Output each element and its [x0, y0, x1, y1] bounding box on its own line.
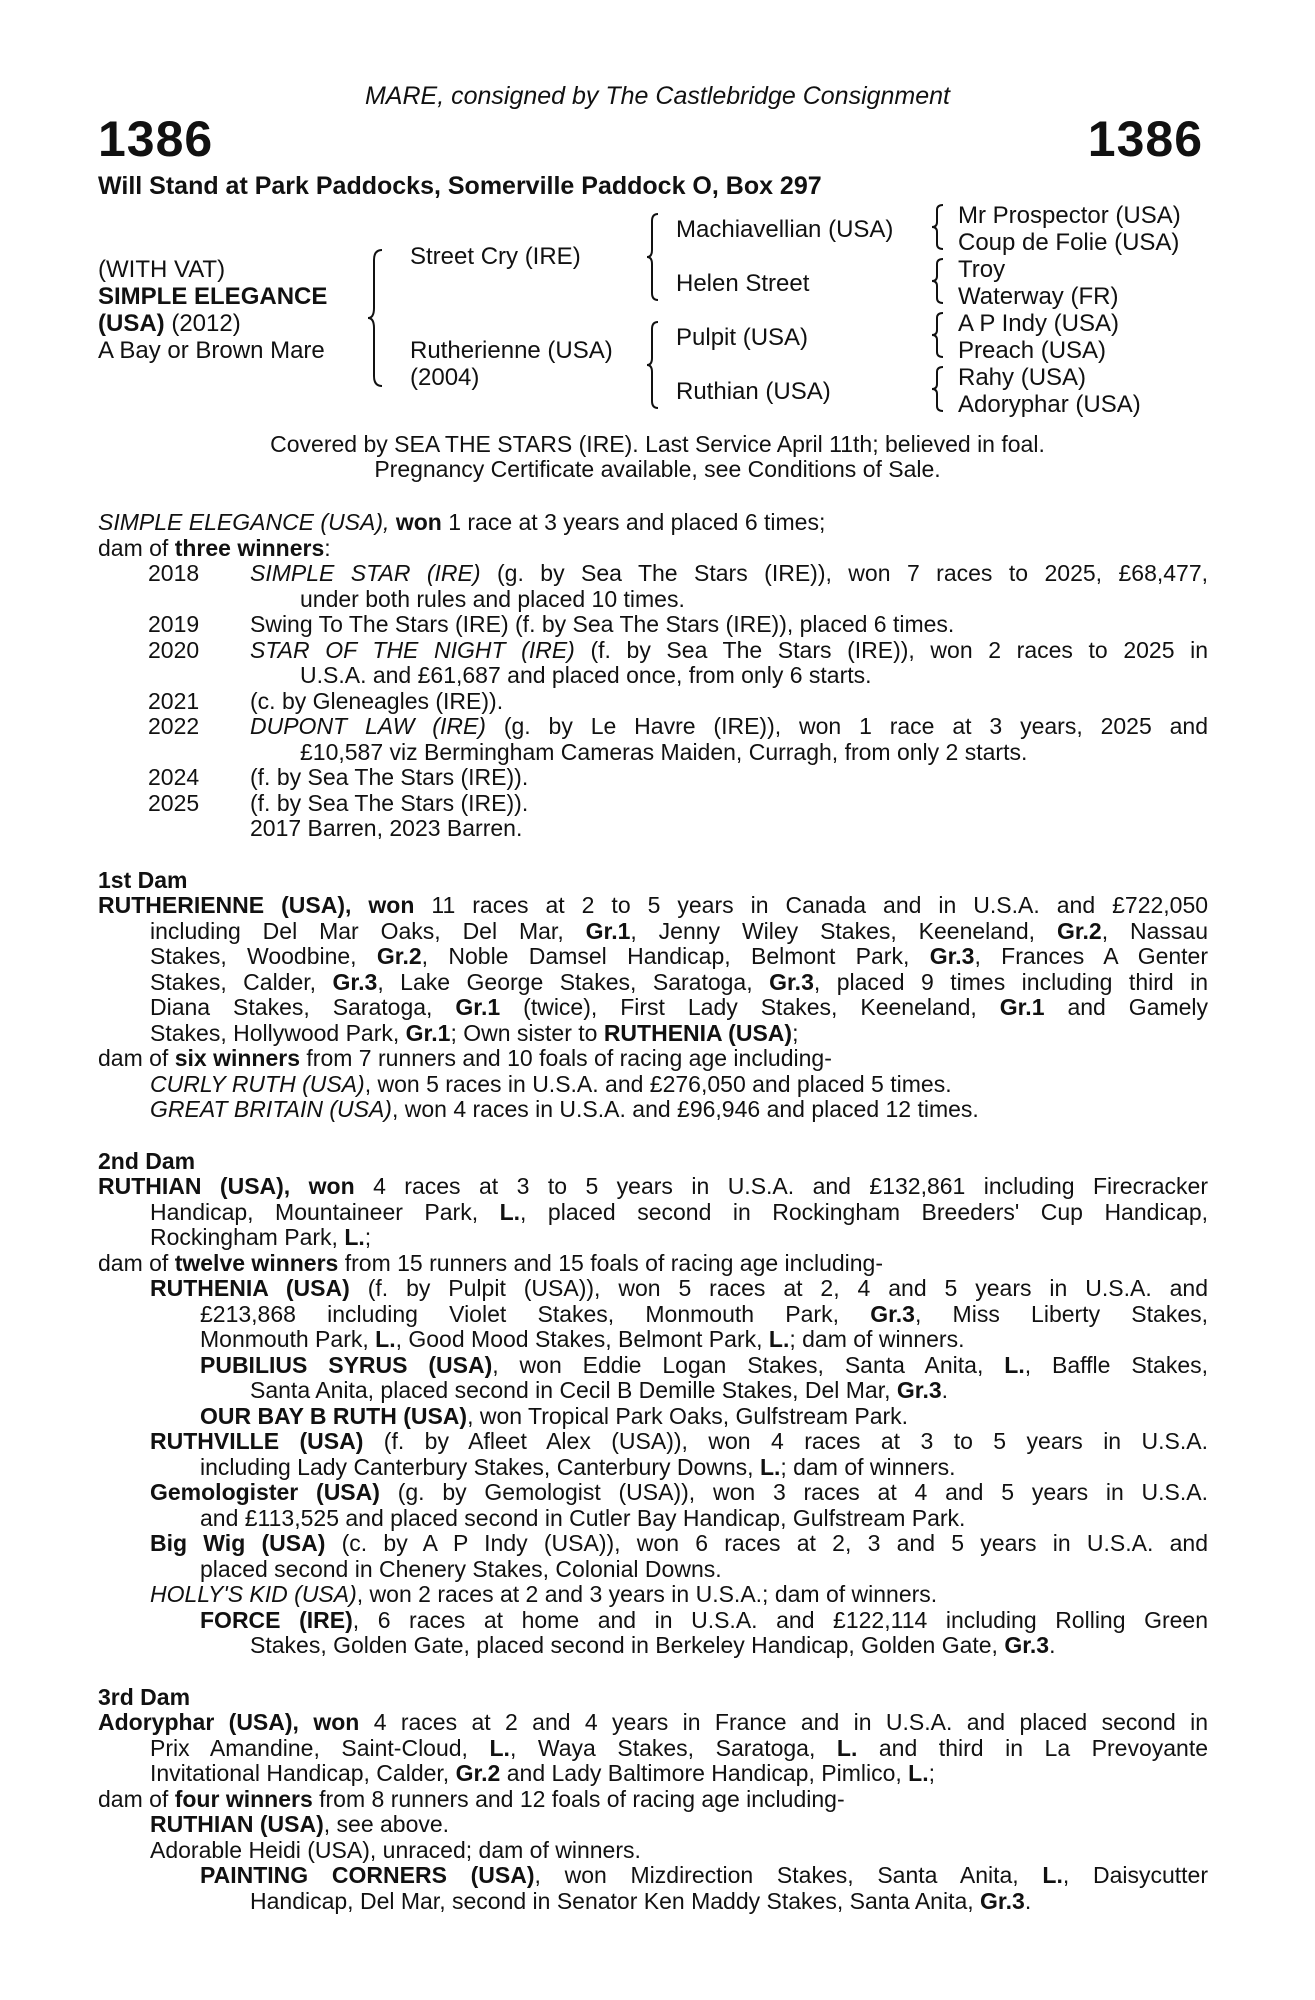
dam2-ruthenia-l2 [98, 1302, 1208, 1328]
dam-of-text: dam of [98, 534, 169, 561]
grade-1: Gr.1 [405, 1019, 451, 1046]
text-segment: . [1049, 1632, 1056, 1658]
grade-3: Gr.3 [332, 968, 378, 995]
produce-row-2022 [98, 714, 1208, 740]
dam1-line1 [98, 893, 1208, 919]
dam2-ruthenia-l3 [98, 1327, 1208, 1353]
pedigree-sds: Troy [958, 256, 1006, 283]
horse-name: SIMPLE ELEGANCE [98, 283, 328, 310]
pedigree-dds: Rahy (USA) [958, 364, 1087, 391]
text-segment: , Noble Damsel Handicap, Belmont Park, [421, 943, 910, 969]
text-segment: including Del Mar Oaks, Del Mar, [150, 917, 564, 944]
grade-3: Gr.3 [769, 968, 814, 995]
produce-row-2018-cont [98, 587, 1208, 613]
text-segment: Prix Amandine, Saint-Cloud, [150, 1734, 468, 1761]
pedigree-brace-dd [930, 365, 946, 413]
pedigree-dam-year: (2004) [410, 364, 480, 391]
winners-count: twelve winners [174, 1249, 339, 1276]
dam1-name: RUTHERIENNE (USA), [98, 892, 352, 918]
produce-text: £10,587 viz Bermingham Cameras Maiden, Curragh, from only 2 starts. [300, 738, 1028, 765]
text-segment: . [941, 1377, 949, 1403]
dam2-gemologister [98, 1480, 1208, 1506]
dam2-ourbay [98, 1404, 1208, 1430]
text-segment: Monmouth Park, [200, 1326, 369, 1352]
dam2-pubilius [98, 1353, 1208, 1379]
won-word: won [313, 1709, 360, 1735]
won-word: won [368, 892, 415, 918]
horse-description: A Bay or Brown Mare [98, 337, 325, 364]
produce-text: Swing To The Stars (IRE) (f. by Sea The Stars (IRE)), placed 6 times. [250, 611, 955, 637]
produce-text: U.S.A. and £61,687 and placed once, from only 6 starts. [300, 662, 872, 688]
listed-mark: L. [908, 1760, 929, 1786]
covered-line2: Pregnancy Certificate available, see Conditions of Sale. [374, 456, 941, 482]
child-name: RUTHENIA (USA) [150, 1275, 350, 1301]
grade-3: Gr.3 [980, 1887, 1025, 1914]
horse-name-line2 [98, 310, 241, 337]
text-segment: , Lake George Stakes, Saratoga, [377, 968, 753, 995]
pedigree-dam-sire: Pulpit (USA) [676, 324, 809, 351]
text-segment: and Gamely [1067, 994, 1209, 1020]
dam2-ruthville-l2 [98, 1455, 1208, 1481]
produce-row-2025 [98, 791, 1208, 817]
text-segment: , Nassau [1101, 917, 1209, 944]
dam2-name: RUTHIAN (USA), [98, 1173, 291, 1199]
won-word: won [395, 509, 442, 535]
child-name: Gemologister (USA) [150, 1479, 380, 1505]
dam2-dam-of [98, 1251, 1208, 1277]
dam2-pubilius-l2 [98, 1378, 1208, 1404]
produce-barren [98, 816, 1208, 842]
text-segment: , placed 9 times including third in [813, 968, 1209, 995]
pedigree-sire-sire: Machiavellian (USA) [676, 216, 894, 243]
winners-count: three winners [174, 534, 325, 561]
grandchild-name: PAINTING CORNERS (USA) [200, 1862, 535, 1888]
produce-row-2024 [98, 765, 1208, 791]
dam1-heading: 1st Dam [98, 866, 188, 893]
dam1-child2 [98, 1097, 1208, 1123]
dam1-child1 [98, 1072, 1208, 1098]
text-segment: Handicap, Del Mar, second in Senator Ken Maddy Stakes, Santa Anita, [250, 1887, 974, 1914]
produce-year: 2020 [148, 636, 200, 663]
dam2-heading: 2nd Dam [98, 1147, 196, 1174]
text-segment: from 7 runners and 10 foals of racing age including- [306, 1045, 832, 1071]
pedigree-sire: Street Cry (IRE) [410, 243, 581, 270]
text-segment: including Lady Canterbury Stakes, Canterbury Downs, [200, 1453, 754, 1480]
dam1-line4 [98, 970, 1208, 996]
dam2-gemologister-l2 [98, 1506, 1208, 1532]
produce-intro-text: 1 race at 3 years and placed 6 times; [448, 509, 826, 535]
produce-dam-of [98, 536, 1208, 562]
text-segment: from 8 runners and 12 foals of racing age including- [319, 1785, 845, 1812]
dam-text: 11 races at 2 to 5 years in Canada and in U.S.A. and £722,050 [431, 892, 1209, 918]
text-segment: Santa Anita, placed second in Cecil B Demille Stakes, Del Mar, [250, 1377, 891, 1403]
produce-year: 2018 [148, 560, 200, 586]
text-segment: (c. by A P Indy (USA)), won 6 races at 2, 3 and 5 years in U.S.A. and [341, 1530, 1209, 1556]
text-segment: and third in La Prevoyante [878, 1734, 1208, 1761]
produce-text: (c. by Gleneagles (IRE)). [250, 687, 504, 714]
text-segment: , won Tropical Park Oaks, Gulfstream Park. [467, 1402, 909, 1429]
produce-text: (g. by Sea The Stars (IRE)), won 7 races to 2025, £68,477, [497, 560, 1209, 586]
text-segment: dam of [98, 1785, 169, 1812]
pedigree-ssd: Coup de Folie (USA) [958, 229, 1180, 256]
grade-3: Gr.3 [896, 1377, 942, 1403]
covered-note [0, 432, 1315, 482]
produce-text: under both rules and placed 10 times. [300, 585, 685, 612]
text-segment: , 6 races at home and in U.S.A. and £122,114 including Rolling Green [352, 1606, 1208, 1633]
dam1-line6 [98, 1021, 1208, 1047]
child-name: RUTHVILLE (USA) [150, 1428, 364, 1454]
text-segment: Stakes, Woodbine, [150, 943, 357, 969]
listed-mark: L. [344, 1224, 365, 1250]
text-segment: , Baffle Stakes, [1024, 1351, 1209, 1378]
pedigree-brace-ds [930, 311, 946, 359]
own-sister: RUTHENIA (USA) [603, 1019, 793, 1046]
text-segment: , placed second in Rockingham Breeders' Cup Handicap, [520, 1198, 1209, 1225]
listed-mark: L. [836, 1734, 858, 1761]
produce-year: 2025 [148, 789, 200, 816]
dam3-dam-of [98, 1787, 1208, 1813]
grandchild-name: FORCE (IRE) [200, 1606, 353, 1633]
text-segment: , won Mizdirection Stakes, Santa Anita, [534, 1862, 1019, 1888]
text-segment: and £113,525 and placed second in Cutler Bay Handicap, Gulfstream Park. [200, 1504, 966, 1531]
text-segment: Stakes, Hollywood Park, [150, 1019, 400, 1046]
text-segment: Adorable Heidi (USA), unraced; dam of winners. [150, 1836, 641, 1863]
pedigree-sire-dam: Helen Street [676, 270, 810, 297]
text-segment: , Daisycutter [1062, 1862, 1209, 1888]
dam2-line2 [98, 1200, 1208, 1226]
grade-3: Gr.3 [1004, 1632, 1050, 1658]
dam1-line5 [98, 995, 1208, 1021]
dam3-adorable-heidi [98, 1838, 1208, 1864]
text-segment: (f. by Afleet Alex (USA)), won 4 races at 3 to 5 years in U.S.A. [383, 1428, 1208, 1454]
produce-year: 2022 [148, 713, 200, 739]
text-segment: 4 races at 3 to 5 years in U.S.A. and £132,861 including Firecracker [373, 1173, 1208, 1199]
pedigree-dam-dam: Ruthian (USA) [676, 378, 831, 405]
pedigree-sss: Mr Prospector (USA) [958, 202, 1181, 229]
vat-note: (WITH VAT) [98, 256, 226, 283]
grandchild-name: OUR BAY B RUTH (USA) [200, 1402, 468, 1429]
text-segment: Rockingham Park, [150, 1224, 338, 1250]
text-segment: dam of [98, 1249, 169, 1276]
dam3-painting-corners [98, 1863, 1208, 1889]
text-segment: Stakes, Golden Gate, placed second in Berkeley Handicap, Golden Gate, [250, 1632, 998, 1658]
child-name: Big Wig (USA) [150, 1530, 326, 1556]
dam2-ruthville [98, 1429, 1208, 1455]
dam3-line3 [98, 1761, 1208, 1787]
text-segment: , Good Mood Stakes, Belmont Park, [395, 1326, 763, 1352]
dam2-line3 [98, 1225, 1208, 1251]
grade-3: Gr.3 [870, 1300, 915, 1327]
winners-count: six winners [174, 1045, 300, 1071]
dam1-dam-of [98, 1046, 1208, 1072]
dam2-hollyskid [98, 1582, 1208, 1608]
produce-name: SIMPLE STAR (IRE) [250, 560, 481, 586]
dam3-line2 [98, 1736, 1208, 1762]
listed-mark: L. [1004, 1351, 1025, 1378]
pedigree-brace-sd [930, 257, 946, 305]
listed-mark: L. [1042, 1862, 1063, 1888]
pedigree-brace-sire [645, 212, 661, 302]
produce-horse-name: SIMPLE ELEGANCE (USA), [98, 509, 390, 535]
dam2-bigwig [98, 1531, 1208, 1557]
lot-number-left: 1386 [98, 111, 214, 167]
dam2-force [98, 1608, 1208, 1634]
listed-mark: L. [489, 1734, 510, 1761]
dam2-force-l2 [98, 1633, 1208, 1659]
dam2-ruthenia [98, 1276, 1208, 1302]
grade-1: Gr.1 [585, 917, 631, 944]
text-segment: , Waya Stakes, Saratoga, [509, 1734, 816, 1761]
produce-name: DUPONT LAW (IRE) [250, 713, 486, 739]
text-segment: ; dam of winners. [780, 1453, 956, 1480]
dam-colon: : [324, 534, 331, 561]
pedigree-dam: Rutherienne (USA) [410, 337, 613, 364]
catalogue-body [98, 510, 1208, 1914]
produce-text: 2017 Barren, 2023 Barren. [250, 815, 523, 841]
grade-1: Gr.1 [999, 994, 1045, 1020]
grade-1: Gr.1 [455, 994, 501, 1020]
grade-2: Gr.2 [455, 1760, 501, 1786]
text-segment: Handicap, Mountaineer Park, [150, 1198, 479, 1225]
grade-2: Gr.2 [376, 943, 422, 969]
pedigree-ddd: Adoryphar (USA) [958, 391, 1141, 418]
listed-mark: L. [759, 1453, 781, 1480]
text-segment: and Lady Baltimore Handicap, Pimlico, [506, 1760, 902, 1786]
dam1-line3 [98, 944, 1208, 970]
winners-count: four winners [174, 1785, 313, 1812]
text-segment: ; dam of winners. [789, 1326, 965, 1352]
text-segment: (twice), First Lady Stakes, Keeneland, [523, 994, 977, 1020]
text-segment: Invitational Handicap, Calder, [150, 1760, 450, 1786]
dam3-painting-corners-l2 [98, 1889, 1208, 1915]
text-segment: Diana Stakes, Saratoga, [150, 994, 433, 1020]
pedigree-dsd: Preach (USA) [958, 337, 1107, 364]
pedigree-brace-dam [645, 320, 661, 410]
produce-year: 2019 [148, 611, 200, 637]
grade-3: Gr.3 [929, 943, 975, 969]
pedigree-brace-main [366, 248, 386, 388]
produce-intro [98, 510, 1208, 536]
produce-row-2019 [98, 612, 1208, 638]
child-name: GREAT BRITAIN (USA) [150, 1096, 392, 1122]
text-segment: . [1024, 1887, 1032, 1914]
text-segment: £213,868 including Violet Stakes, Monmouth Park, [200, 1300, 839, 1327]
lot-number-right: 1386 [1087, 111, 1203, 167]
produce-row-2021 [98, 689, 1208, 715]
text-segment: ; [792, 1019, 799, 1046]
produce-row-2020 [98, 638, 1208, 664]
produce-row-2020-cont [98, 663, 1208, 689]
text-segment: , won 5 races in U.S.A. and £276,050 and placed 5 times. [364, 1070, 952, 1097]
listed-mark: L. [768, 1326, 790, 1352]
grade-2: Gr.2 [1056, 917, 1102, 944]
dam3-ruthian [98, 1812, 1208, 1838]
text-segment: (f. by Pulpit (USA)), won 5 races at 2, 4 and 5 years in U.S.A. and [367, 1275, 1209, 1301]
covered-line1: Covered by SEA THE STARS (IRE). Last Service April 11th; believed in foal. [270, 431, 1045, 457]
pedigree-brace-ss [930, 203, 946, 251]
text-segment: 4 races at 2 and 4 years in France and in U.S.A. and placed second in [373, 1709, 1209, 1735]
won-word: won [308, 1173, 355, 1199]
produce-row-2022-cont [98, 740, 1208, 766]
listed-mark: L. [499, 1198, 521, 1225]
stand-location: Will Stand at Park Paddocks, Somerville Paddock O, Box 297 [98, 172, 822, 200]
produce-text: (f. by Sea The Stars (IRE)). [250, 789, 529, 816]
pedigree-dss: A P Indy (USA) [958, 310, 1119, 337]
text-segment: dam of [98, 1045, 169, 1071]
horse-year: (2012) [171, 310, 241, 337]
text-segment: , won 2 races at 2 and 3 years in U.S.A.; dam of winners. [356, 1581, 938, 1607]
consignor-line: MARE, consigned by The Castlebridge Consignment [364, 82, 951, 110]
pedigree-sdd: Waterway (FR) [958, 283, 1119, 310]
dam2-line1 [98, 1174, 1208, 1200]
text-segment: , Jenny Wiley Stakes, Keeneland, [630, 917, 1036, 944]
produce-text: (f. by Sea The Stars (IRE)), won 2 races to 2025 in [590, 636, 1209, 663]
text-segment: ; [928, 1760, 936, 1786]
produce-text: (f. by Sea The Stars (IRE)). [250, 764, 529, 790]
text-segment: ; Own sister to [450, 1019, 598, 1046]
child-name: HOLLY'S KID (USA) [150, 1581, 357, 1607]
produce-year: 2024 [148, 764, 200, 790]
produce-text: (g. by Le Havre (IRE)), won 1 race at 3 years, 2025 and [503, 713, 1208, 739]
dam2-bigwig-l2 [98, 1557, 1208, 1583]
grandchild-name: PUBILIUS SYRUS (USA) [200, 1351, 493, 1378]
produce-name: STAR OF THE NIGHT (IRE) [250, 636, 575, 663]
text-segment: , won 4 races in U.S.A. and £96,946 and placed 12 times. [391, 1096, 979, 1122]
dam3-name: Adoryphar (USA), [98, 1709, 299, 1735]
produce-row-2018 [98, 561, 1208, 587]
text-segment: from 15 runners and 15 foals of racing age including- [344, 1249, 883, 1276]
child-name: CURLY RUTH (USA) [150, 1070, 365, 1097]
listed-mark: L. [375, 1326, 396, 1352]
text-segment: , Miss Liberty Stakes, [914, 1300, 1208, 1327]
dam3-line1 [98, 1710, 1208, 1736]
produce-year: 2021 [148, 687, 200, 714]
text-segment: (g. by Gemologist (USA)), won 3 races at 4 and 5 years in U.S.A. [397, 1479, 1208, 1505]
text-segment: placed second in Chenery Stakes, Colonial Downs. [200, 1555, 722, 1582]
child-name: RUTHIAN (USA) [150, 1811, 324, 1837]
text-segment: , see above. [323, 1811, 450, 1837]
horse-country: (USA) [98, 310, 165, 337]
text-segment: , Frances A Genter [974, 943, 1209, 969]
text-segment: , won Eddie Logan Stakes, Santa Anita, [492, 1351, 984, 1378]
dam3-heading: 3rd Dam [98, 1683, 191, 1710]
text-segment: Stakes, Calder, [150, 968, 317, 995]
text-segment: ; [364, 1224, 372, 1250]
dam1-line2 [98, 919, 1208, 945]
